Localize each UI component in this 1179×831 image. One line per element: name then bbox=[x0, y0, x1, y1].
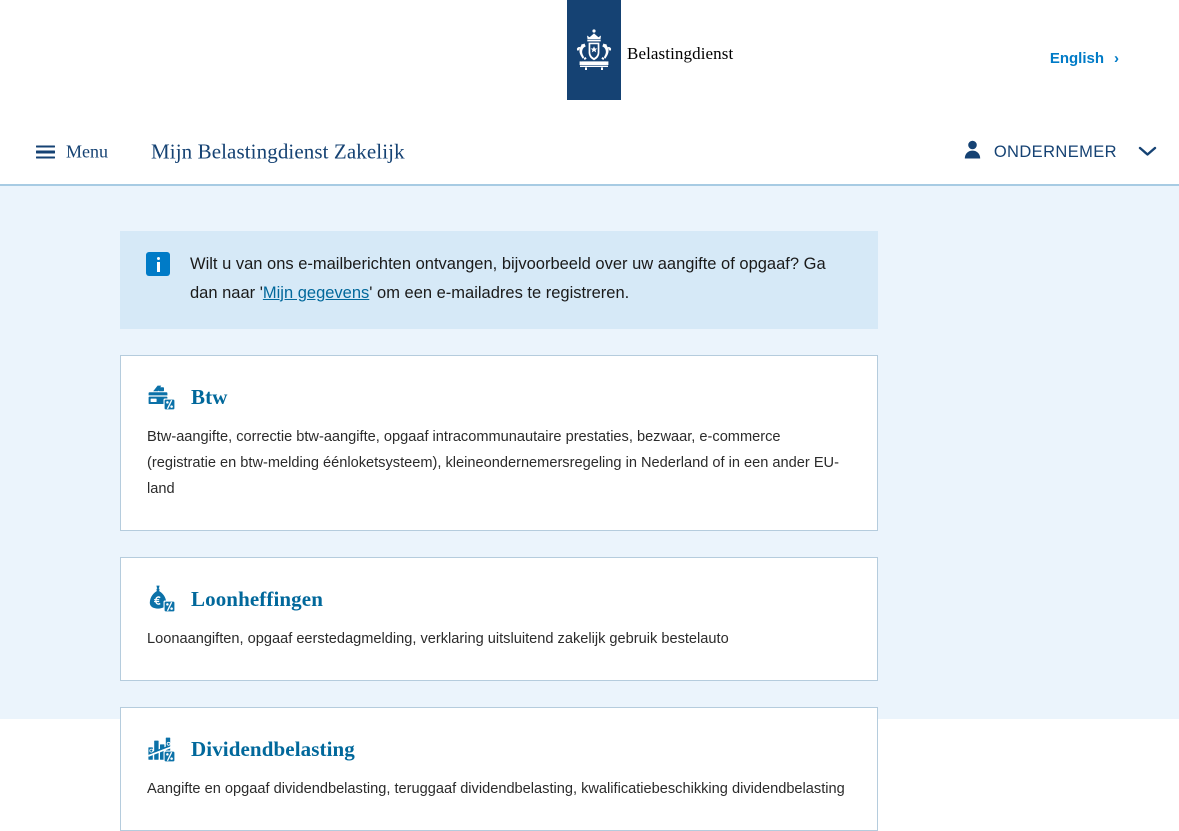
user-person-icon bbox=[964, 140, 981, 164]
cash-register-percent-icon bbox=[147, 382, 177, 412]
info-banner-text-after: ' om een e-mailadres te registreren. bbox=[369, 284, 630, 302]
info-banner-text-before: Wilt u van ons e-mailberichten ontvangen, bijvoorbeeld over uw aangifte of opgaaf? Ga dan naar ' bbox=[190, 255, 826, 302]
card-description: Aangifte en opgaaf dividendbelasting, teruggaaf dividendbelasting, kwalificatiebeschikking dividendbelasting bbox=[147, 781, 845, 797]
service-card-dividendbelasting[interactable] bbox=[120, 707, 878, 831]
card-description: Loonaangiften, opgaaf eerstedagmelding, verklaring uitsluitend zakelijk gebruik bestelauto bbox=[147, 631, 729, 647]
info-banner-text bbox=[190, 250, 852, 308]
menu-button[interactable] bbox=[36, 142, 108, 163]
card-header bbox=[147, 584, 851, 614]
card-title: Btw bbox=[191, 384, 228, 409]
info-icon bbox=[146, 252, 170, 276]
language-switch-link[interactable] bbox=[1050, 50, 1119, 67]
bar-chart-percent-icon bbox=[147, 734, 177, 764]
info-banner bbox=[120, 231, 878, 329]
account-name-label: ONDERNEMER bbox=[993, 142, 1117, 161]
organisation-name: Belastingdienst bbox=[627, 44, 734, 63]
chevron-down-icon bbox=[1138, 144, 1157, 161]
money-bag-euro-percent-icon bbox=[147, 584, 177, 614]
logo-bar bbox=[0, 0, 1179, 120]
rijksoverheid-logo-block bbox=[567, 0, 621, 100]
page-body bbox=[0, 186, 1179, 797]
main-navigation-bar bbox=[0, 120, 1179, 186]
chevron-right-icon: › bbox=[1114, 50, 1119, 67]
site-title: Mijn Belastingdienst Zakelijk bbox=[151, 139, 405, 164]
card-title: Dividendbelasting bbox=[191, 736, 355, 761]
account-menu[interactable] bbox=[964, 140, 1157, 164]
mijn-gegevens-link[interactable]: Mijn gegevens bbox=[262, 284, 370, 302]
menu-button-label: Menu bbox=[66, 141, 108, 162]
language-switch-label: English bbox=[1049, 50, 1104, 67]
content-column bbox=[120, 231, 878, 831]
card-description: Btw-aangifte, correctie btw-aangifte, opgaaf intracommunautaire prestaties, bezwaar, e-commerce (registratie en btw-melding éénloketsysteem), kleineondernemersregeling in Nederland of in een ander EU-land bbox=[147, 429, 839, 497]
card-header bbox=[147, 382, 851, 412]
dutch-coat-of-arms-icon bbox=[574, 27, 614, 73]
card-header bbox=[147, 734, 851, 764]
service-card-loonheffingen[interactable] bbox=[120, 557, 878, 681]
service-card-btw[interactable] bbox=[120, 355, 878, 531]
hamburger-menu-icon bbox=[36, 145, 55, 159]
card-title: Loonheffingen bbox=[191, 586, 323, 611]
